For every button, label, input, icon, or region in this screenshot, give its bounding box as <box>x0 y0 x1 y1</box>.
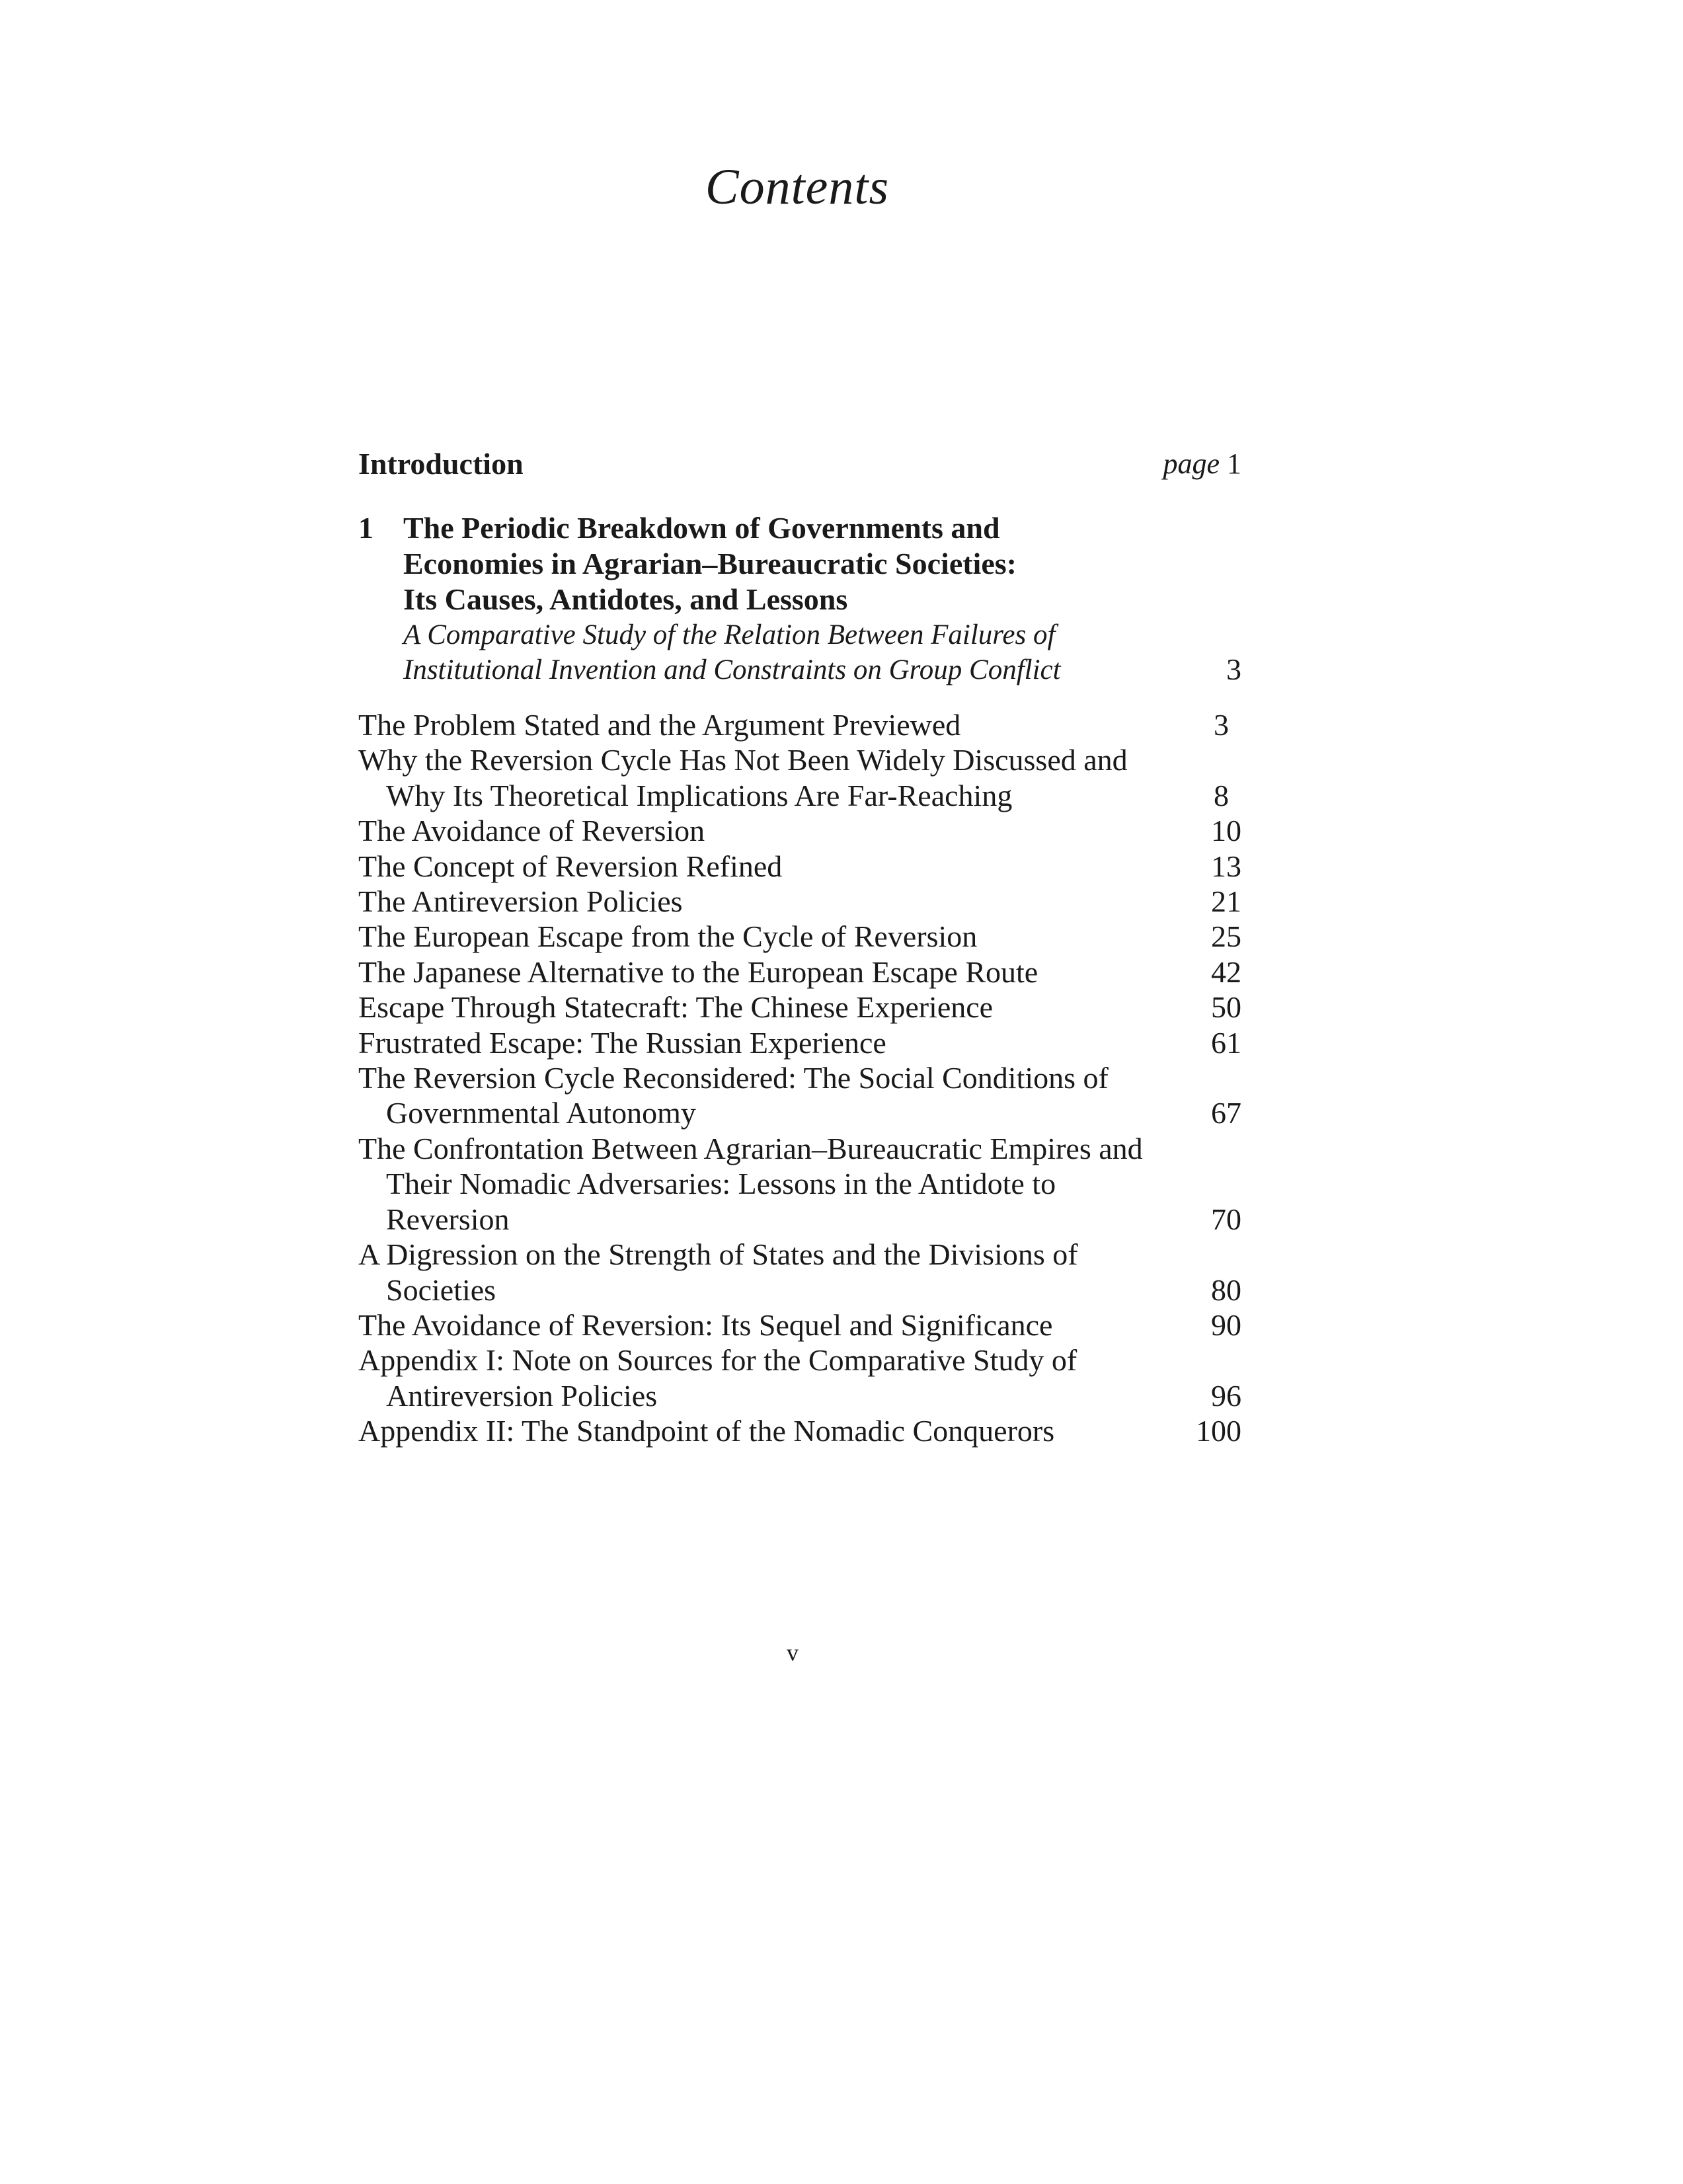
section-title: The Confrontation Between Agrarian–Bureaucratic Empires and Their Nomadic Adversaries: Lessons in the Antidote to Reversion <box>358 1131 1143 1236</box>
chapter-heading <box>403 510 1183 687</box>
section-title: A Digression on the Strength of States and the Divisions of Societies <box>358 1237 1078 1307</box>
section-page-number: 10 <box>1211 814 1241 848</box>
toc-section-entry[interactable] <box>358 955 1241 990</box>
section-title: The Antireversion Policies <box>358 884 683 919</box>
section-title: Appendix II: The Standpoint of the Nomadic Conquerors <box>358 1414 1055 1448</box>
toc-section-entry[interactable] <box>358 1025 1241 1060</box>
section-title: The European Escape from the Cycle of Reversion <box>358 919 978 954</box>
section-title: The Avoidance of Reversion: Its Sequel and Significance <box>358 1307 1053 1342</box>
section-page-number: 70 <box>1211 1202 1241 1236</box>
section-page-number: 21 <box>1211 884 1241 919</box>
section-page-number: 25 <box>1211 919 1241 954</box>
toc-section-entry[interactable] <box>358 1131 1241 1237</box>
section-title: Frustrated Escape: The Russian Experience <box>358 1025 886 1060</box>
page-title: Contents <box>705 159 890 215</box>
toc-section-entry[interactable] <box>358 1343 1241 1413</box>
toc-section-entry[interactable] <box>358 1237 1241 1307</box>
section-page-number: 96 <box>1211 1378 1241 1413</box>
introduction-page-number: 1 <box>1227 448 1241 480</box>
toc-section-entry[interactable] <box>358 919 1241 954</box>
toc-section-entry[interactable]: Why the Reversion Cycle Has Not Been Widely Discussed and Why Its Theoretical Implications Are Far-Reaching 8 <box>358 743 1229 812</box>
introduction-title: Introduction <box>358 447 524 481</box>
section-title: The Japanese Alternative to the European Escape Route <box>358 955 1038 989</box>
chapter-number: 1 <box>358 511 373 545</box>
chapter-title-line: Its Causes, Antidotes, and Lessons <box>403 582 848 616</box>
toc-entry-chapter[interactable] <box>358 510 1241 687</box>
section-title: The Reversion Cycle Reconsidered: The Social Conditions of Governmental Autonomy <box>358 1061 1109 1130</box>
chapter-subtitle-line: Institutional Invention and Constraints on Group Conflict <box>403 654 1061 685</box>
section-page-number: 61 <box>1211 1025 1241 1060</box>
toc-entry-introduction[interactable] <box>358 444 1241 484</box>
section-title: The Concept of Reversion Refined <box>358 849 783 883</box>
toc-section-entry[interactable] <box>358 990 1241 1025</box>
toc-section-entry[interactable] <box>358 1307 1241 1343</box>
section-page-number: 13 <box>1211 849 1241 883</box>
page-word: page <box>1163 448 1220 480</box>
section-page-number: 67 <box>1211 1096 1241 1130</box>
section-page-number: 90 <box>1211 1307 1241 1342</box>
section-title: Escape Through Statecraft: The Chinese Experience <box>358 990 994 1025</box>
section-page-number: 100 <box>1196 1414 1241 1448</box>
toc-section-entry[interactable]: The Problem Stated and the Argument Previewed 3 <box>358 708 1229 742</box>
section-page-number: 42 <box>1211 955 1241 989</box>
table-of-contents <box>358 444 1241 1449</box>
toc-section-entry[interactable] <box>358 1060 1241 1131</box>
chapter-title-line: Economies in Agrarian–Bureaucratic Societies: <box>403 547 1017 580</box>
section-title: The Problem Stated and the Argument Previewed <box>358 708 961 742</box>
section-page-number: 80 <box>1211 1272 1241 1307</box>
chapter-page-number: 3 <box>1226 652 1241 686</box>
toc-section-entry[interactable] <box>358 813 1241 848</box>
chapter-subtitle-line: A Comparative Study of the Relation Between Failures of <box>403 619 1056 650</box>
section-title: Appendix I: Note on Sources for the Comparative Study of Antireversion Policies <box>358 1343 1077 1413</box>
chapter-title-line: The Periodic Breakdown of Governments and <box>403 511 1000 545</box>
toc-section-entry[interactable] <box>358 849 1241 884</box>
introduction-page <box>1163 444 1241 484</box>
page-folio: v <box>787 1639 799 1666</box>
section-title: The Avoidance of Reversion <box>358 814 705 848</box>
section-title: Why the Reversion Cycle Has Not Been Widely Discussed and Why Its Theoretical Implications Are Far-Reaching <box>358 743 1128 812</box>
section-page-number: 50 <box>1211 990 1241 1025</box>
toc-section-entry[interactable] <box>358 1413 1241 1448</box>
section-list <box>358 707 1241 1449</box>
toc-section-entry[interactable] <box>358 884 1241 919</box>
